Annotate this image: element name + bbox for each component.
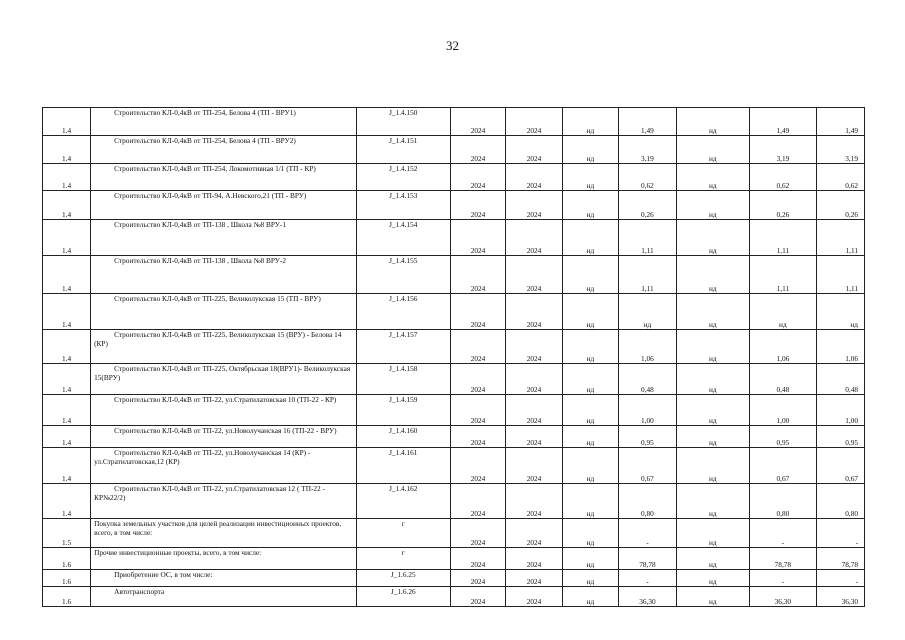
value-2-cell: 0,95 [619, 426, 677, 448]
row-number-cell: 1.4 [43, 164, 91, 191]
row-number-cell: 1.4 [43, 136, 91, 164]
value-4-cell: 1,11 [749, 220, 816, 256]
year-start-cell: 2024 [450, 548, 505, 570]
row-number-cell: 1.5 [43, 519, 91, 548]
investment-table [42, 107, 865, 607]
value-5-cell: 0,67 [816, 448, 864, 484]
project-code-cell: J_1.4.162 [356, 484, 450, 519]
year-end-cell: 2024 [506, 136, 562, 164]
table-row [43, 426, 865, 448]
table-row [43, 164, 865, 191]
project-code-cell: г [356, 548, 450, 570]
value-1-cell: нд [562, 191, 618, 220]
project-code-cell: J_1.4.150 [356, 108, 450, 136]
project-name: Покупка земельных участков для целей реализации инвестиционных проектов, всего, в том числе: [94, 519, 342, 538]
value-3-cell: нд [676, 570, 749, 587]
project-name: Строительство КЛ-0,4кВ от ТП-225, Октябрьская 18(ВРУ1)- Великолукская 15(ВРУ) [94, 364, 351, 383]
value-1-cell: нд [562, 294, 618, 330]
value-5-cell: 3,19 [816, 136, 864, 164]
project-name: Строительство КЛ-0,4кВ от ТП-22, ул.Стратилатовская 10 (ТП-22 - КР) [114, 395, 337, 404]
value-4-cell: 0,67 [749, 448, 816, 484]
value-3-cell: нд [676, 519, 749, 548]
value-5-cell: 0,80 [816, 484, 864, 519]
value-4-cell: 78,78 [749, 548, 816, 570]
value-3-cell: нд [676, 587, 749, 607]
value-2-cell: 78,78 [619, 548, 677, 570]
value-3-cell: нд [676, 164, 749, 191]
project-name-cell [91, 256, 357, 294]
project-name: Строительство КЛ-0,4кВ от ТП-22, ул.Новолучанская 16 (ТП-22 - ВРУ) [114, 426, 337, 435]
value-1-cell: нд [562, 448, 618, 484]
value-4-cell: 0,80 [749, 484, 816, 519]
value-5-cell: 0,26 [816, 191, 864, 220]
row-number-cell: 1.6 [43, 587, 91, 607]
value-2-cell: 0,67 [619, 448, 677, 484]
year-start-cell: 2024 [450, 448, 505, 484]
project-name-cell [91, 136, 357, 164]
year-start-cell: 2024 [450, 136, 505, 164]
value-1-cell: нд [562, 136, 618, 164]
year-start-cell: 2024 [450, 587, 505, 607]
year-end-cell: 2024 [506, 191, 562, 220]
project-name-cell [91, 164, 357, 191]
row-number-cell: 1.4 [43, 108, 91, 136]
project-code-cell: J_1.4.157 [356, 330, 450, 364]
project-name: Строительство КЛ-0,4кВ от ТП-254, Белова 4 (ТП - ВРУ2) [114, 136, 296, 145]
project-name: Строительство КЛ-0,4кВ от ТП-22, ул.Новолучанская 14 (КР) - ул.Стратилатовская,12 (КР) [94, 448, 311, 467]
year-end-cell: 2024 [506, 220, 562, 256]
project-name: Строительство КЛ-0,4кВ от ТП-225, Великолукская 15 (ТП - ВРУ) [114, 294, 321, 303]
value-3-cell: нд [676, 108, 749, 136]
table-row [43, 330, 865, 364]
project-name-cell [91, 191, 357, 220]
project-code-cell: J_1.4.158 [356, 364, 450, 395]
project-code-cell: J_1.4.154 [356, 220, 450, 256]
project-code-cell: J_1.4.153 [356, 191, 450, 220]
table-row [43, 256, 865, 294]
value-5-cell: 36,30 [816, 587, 864, 607]
row-number-cell: 1.4 [43, 395, 91, 426]
project-code-cell: J_1.6.26 [356, 587, 450, 607]
project-code-cell: J_1.4.160 [356, 426, 450, 448]
value-4-cell: 0,62 [749, 164, 816, 191]
value-3-cell: нд [676, 256, 749, 294]
table-row [43, 364, 865, 395]
year-start-cell: 2024 [450, 426, 505, 448]
value-4-cell: 3,19 [749, 136, 816, 164]
value-1-cell: нд [562, 220, 618, 256]
year-end-cell: 2024 [506, 256, 562, 294]
value-1-cell: нд [562, 364, 618, 395]
year-start-cell: 2024 [450, 484, 505, 519]
table-row [43, 570, 865, 587]
value-2-cell: 3,19 [619, 136, 677, 164]
value-5-cell: нд [816, 294, 864, 330]
row-number-cell: 1.6 [43, 548, 91, 570]
project-code-cell: J_1.4.159 [356, 395, 450, 426]
value-4-cell: 36,30 [749, 587, 816, 607]
value-1-cell: нд [562, 548, 618, 570]
value-3-cell: нд [676, 395, 749, 426]
value-3-cell: нд [676, 364, 749, 395]
value-2-cell: 0,80 [619, 484, 677, 519]
row-number-cell: 1.4 [43, 191, 91, 220]
year-end-cell: 2024 [506, 164, 562, 191]
table-row [43, 294, 865, 330]
year-end-cell: 2024 [506, 426, 562, 448]
project-code-cell: J_1.4.156 [356, 294, 450, 330]
year-start-cell: 2024 [450, 256, 505, 294]
value-1-cell: нд [562, 587, 618, 607]
project-name: Строительство КЛ-0,4кВ от ТП-138 , Школа №8 ВРУ-1 [114, 220, 286, 229]
page-number: 32 [446, 38, 459, 53]
table-row [43, 136, 865, 164]
project-name-cell [91, 484, 357, 519]
value-1-cell: нд [562, 519, 618, 548]
value-1-cell: нд [562, 330, 618, 364]
year-end-cell: 2024 [506, 108, 562, 136]
value-5-cell: 1,00 [816, 395, 864, 426]
year-start-cell: 2024 [450, 519, 505, 548]
value-5-cell: - [816, 570, 864, 587]
value-1-cell: нд [562, 426, 618, 448]
value-1-cell: нд [562, 484, 618, 519]
value-5-cell: - [816, 519, 864, 548]
value-5-cell: 1,06 [816, 330, 864, 364]
table-row [43, 484, 865, 519]
value-2-cell: 0,48 [619, 364, 677, 395]
value-3-cell: нд [676, 220, 749, 256]
project-name-cell [91, 426, 357, 448]
value-5-cell: 0,62 [816, 164, 864, 191]
row-number-cell: 1.4 [43, 220, 91, 256]
value-3-cell: нд [676, 448, 749, 484]
project-code-cell: J_1.4.151 [356, 136, 450, 164]
row-number-cell: 1.4 [43, 364, 91, 395]
row-number-cell: 1.4 [43, 330, 91, 364]
year-start-cell: 2024 [450, 570, 505, 587]
project-name-cell [91, 448, 357, 484]
year-start-cell: 2024 [450, 395, 505, 426]
year-end-cell: 2024 [506, 395, 562, 426]
year-end-cell: 2024 [506, 570, 562, 587]
project-code-cell: г [356, 519, 450, 548]
year-end-cell: 2024 [506, 364, 562, 395]
value-4-cell: 1,06 [749, 330, 816, 364]
project-name: Приобретение ОС, в том числе: [114, 570, 213, 579]
value-2-cell: 0,26 [619, 191, 677, 220]
year-start-cell: 2024 [450, 294, 505, 330]
project-name: Строительство КЛ-0,4кВ от ТП-225, Великолукская 15 (ВРУ) - Белова 14 (КР) [94, 330, 342, 349]
project-code-cell: J_1.4.155 [356, 256, 450, 294]
value-4-cell: 0,48 [749, 364, 816, 395]
value-3-cell: нд [676, 191, 749, 220]
year-end-cell: 2024 [506, 519, 562, 548]
project-name-cell [91, 330, 357, 364]
value-1-cell: нд [562, 164, 618, 191]
value-3-cell: нд [676, 330, 749, 364]
value-2-cell: - [619, 519, 677, 548]
year-start-cell: 2024 [450, 330, 505, 364]
project-name: Строительство КЛ-0,4кВ от ТП-254, Белова 4 (ТП - ВРУ1) [114, 108, 296, 117]
project-code-cell: J_1.6.25 [356, 570, 450, 587]
value-2-cell: 0,62 [619, 164, 677, 191]
table-row [43, 108, 865, 136]
value-1-cell: нд [562, 395, 618, 426]
project-name-cell [91, 570, 357, 587]
year-end-cell: 2024 [506, 330, 562, 364]
value-4-cell: 1,11 [749, 256, 816, 294]
project-name-cell [91, 395, 357, 426]
row-number-cell: 1.4 [43, 484, 91, 519]
value-2-cell: - [619, 570, 677, 587]
project-name-cell [91, 294, 357, 330]
row-number-cell: 1.4 [43, 426, 91, 448]
project-name-cell [91, 108, 357, 136]
value-1-cell: нд [562, 256, 618, 294]
value-2-cell: 1,11 [619, 220, 677, 256]
year-start-cell: 2024 [450, 364, 505, 395]
value-5-cell: 0,95 [816, 426, 864, 448]
value-3-cell: нд [676, 484, 749, 519]
project-name: Автотранспорта [114, 587, 165, 596]
year-start-cell: 2024 [450, 220, 505, 256]
value-2-cell: 1,06 [619, 330, 677, 364]
value-5-cell: 1,49 [816, 108, 864, 136]
value-5-cell: 1,11 [816, 256, 864, 294]
table-row [43, 587, 865, 607]
project-name-cell [91, 548, 357, 570]
table-row [43, 448, 865, 484]
project-code-cell: J_1.4.152 [356, 164, 450, 191]
table-row [43, 191, 865, 220]
year-start-cell: 2024 [450, 108, 505, 136]
table-row [43, 395, 865, 426]
year-end-cell: 2024 [506, 294, 562, 330]
project-name-cell [91, 364, 357, 395]
year-end-cell: 2024 [506, 548, 562, 570]
project-name-cell [91, 220, 357, 256]
project-name: Строительство КЛ-0,4кВ от ТП-138 , Школа №8 ВРУ-2 [114, 256, 286, 265]
value-2-cell: 36,30 [619, 587, 677, 607]
project-name: Строительство КЛ-0,4кВ от ТП-22, ул.Стратилатовская 12 ( ТП-22 - КР№22/2) [94, 484, 325, 503]
row-number-cell: 1.4 [43, 294, 91, 330]
value-4-cell: 0,26 [749, 191, 816, 220]
project-name-cell [91, 587, 357, 607]
value-2-cell: нд [619, 294, 677, 330]
table-row [43, 548, 865, 570]
year-start-cell: 2024 [450, 191, 505, 220]
value-3-cell: нд [676, 426, 749, 448]
value-2-cell: 1,00 [619, 395, 677, 426]
row-number-cell: 1.6 [43, 570, 91, 587]
value-1-cell: нд [562, 108, 618, 136]
project-name: Строительство КЛ-0,4кВ от ТП-254, Локомотивная 1/1 (ТП - КР) [114, 164, 316, 173]
value-5-cell: 1,11 [816, 220, 864, 256]
value-3-cell: нд [676, 548, 749, 570]
year-end-cell: 2024 [506, 587, 562, 607]
value-4-cell: 1,49 [749, 108, 816, 136]
value-3-cell: нд [676, 294, 749, 330]
value-5-cell: 78,78 [816, 548, 864, 570]
row-number-cell: 1.4 [43, 256, 91, 294]
table-row [43, 220, 865, 256]
table-row [43, 519, 865, 548]
value-2-cell: 1,11 [619, 256, 677, 294]
project-name: Строительство КЛ-0,4кВ от ТП-94, А.Невского,21 (ТП - ВРУ) [114, 191, 307, 200]
year-start-cell: 2024 [450, 164, 505, 191]
row-number-cell: 1.4 [43, 448, 91, 484]
project-name-cell [91, 519, 357, 548]
value-4-cell: - [749, 570, 816, 587]
value-3-cell: нд [676, 136, 749, 164]
year-end-cell: 2024 [506, 448, 562, 484]
value-2-cell: 1,49 [619, 108, 677, 136]
project-code-cell: J_1.4.161 [356, 448, 450, 484]
value-4-cell: нд [749, 294, 816, 330]
value-4-cell: - [749, 519, 816, 548]
value-4-cell: 1,00 [749, 395, 816, 426]
year-end-cell: 2024 [506, 484, 562, 519]
value-4-cell: 0,95 [749, 426, 816, 448]
project-name: Прочие инвестиционные проекты, всего, в том числе: [94, 548, 262, 557]
value-5-cell: 0,48 [816, 364, 864, 395]
value-1-cell: нд [562, 570, 618, 587]
